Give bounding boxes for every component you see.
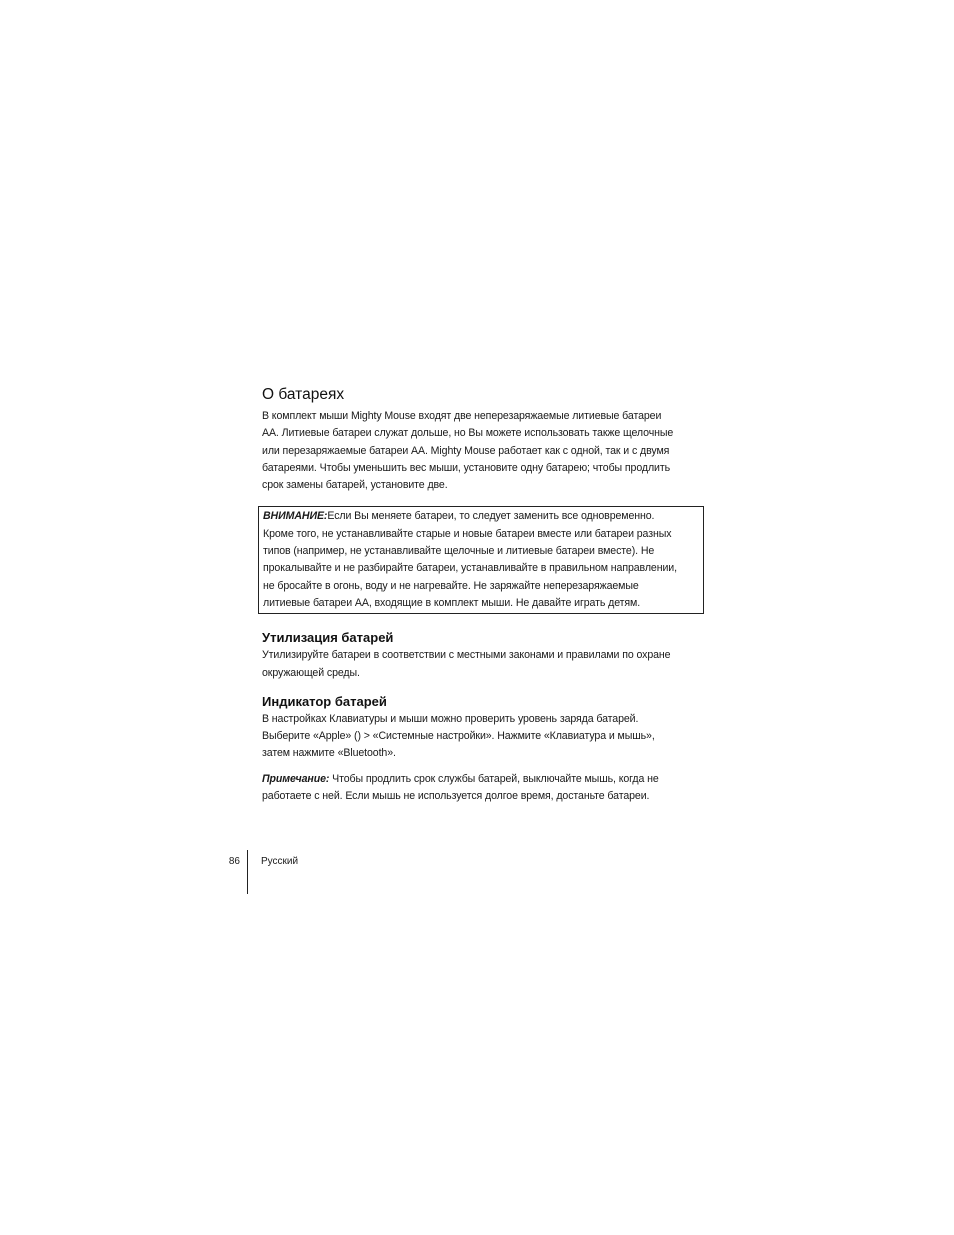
text-line: работаете с ней. Если мышь не используется долгое время, достаньте батареи. xyxy=(262,790,650,803)
text-line: AA. Литиевые батареи служат дольше, но Вы можете использовать также щелочные xyxy=(262,427,674,440)
spacer xyxy=(262,682,708,693)
note-first-line: Чтобы продлить срок службы батарей, выключайте мышь, когда не xyxy=(332,772,659,785)
text-line: В комплект мыши Mighty Mouse входят две неперезаряжаемые литиевые батареи xyxy=(262,410,662,422)
section-title-batteries: О батареях xyxy=(262,386,345,403)
text-line xyxy=(262,728,708,745)
spacer xyxy=(262,763,708,771)
footer-section-label: Русский xyxy=(261,856,299,867)
batteries-paragraph xyxy=(262,408,708,494)
indicator-paragraph xyxy=(262,711,708,763)
note-paragraph xyxy=(262,771,708,806)
warning-label: ВНИМАНИЕ: xyxy=(263,510,328,523)
text-line: литиевые батареи AA, входящие в комплект мыши. Не давайте играть детям. xyxy=(263,596,641,609)
disposal-paragraph xyxy=(262,647,708,682)
page-number: 86 xyxy=(228,856,240,867)
text-line: типов (например, не устанавливайте щелочные и литиевые батареи вместе). Не xyxy=(263,545,655,558)
warning-box xyxy=(258,506,704,614)
text-line: не бросайте в огонь, воду и не нагревайте. Не заряжайте неперезаряжаемые xyxy=(263,579,639,592)
text-line: В настройках Клавиатуры и мыши можно проверить уровень заряда батарей. xyxy=(262,712,639,725)
text-line: Утилизируйте батареи в соответствии с местными законами и правилами по охране xyxy=(262,649,671,662)
text-line: окружающей среды. xyxy=(262,666,360,679)
footer-divider xyxy=(247,850,248,894)
indicator-line2-end: ) > «Системные настройки». Нажмите «Клавиатура и мышь», xyxy=(357,730,655,743)
warning-first-line: Если Вы меняете батареи, то следует заменить все одновременно. xyxy=(327,510,655,523)
text-line: прокалывайте и не разбирайте батареи, устанавливайте в правильном направлении, xyxy=(263,562,677,575)
text-line: срок замены батарей, установите две. xyxy=(262,479,448,492)
note-label: Примечание: xyxy=(262,772,330,785)
text-line: Кроме того, не устанавливайте старые и новые батареи вместе или батареи разных xyxy=(263,527,672,540)
spacer xyxy=(262,614,708,629)
text-line: или перезаряжаемые батареи AA. Mighty Mouse работает как с одной, так и с двумя xyxy=(262,444,670,457)
text-line: батареями. Чтобы уменьшить вес мыши, установите одну батарею; чтобы продлить xyxy=(262,461,671,474)
indicator-line2-start: Выберите «Apple» ( xyxy=(262,730,358,743)
warning-text xyxy=(263,508,699,612)
section-title-indicator: Индикатор батарей xyxy=(262,693,387,709)
text-line xyxy=(262,771,708,788)
text-line: затем нажмите «Bluetooth». xyxy=(262,747,396,760)
text-line xyxy=(263,508,699,525)
section-title-disposal: Утилизация батарей xyxy=(262,630,394,646)
page-content xyxy=(262,384,708,805)
